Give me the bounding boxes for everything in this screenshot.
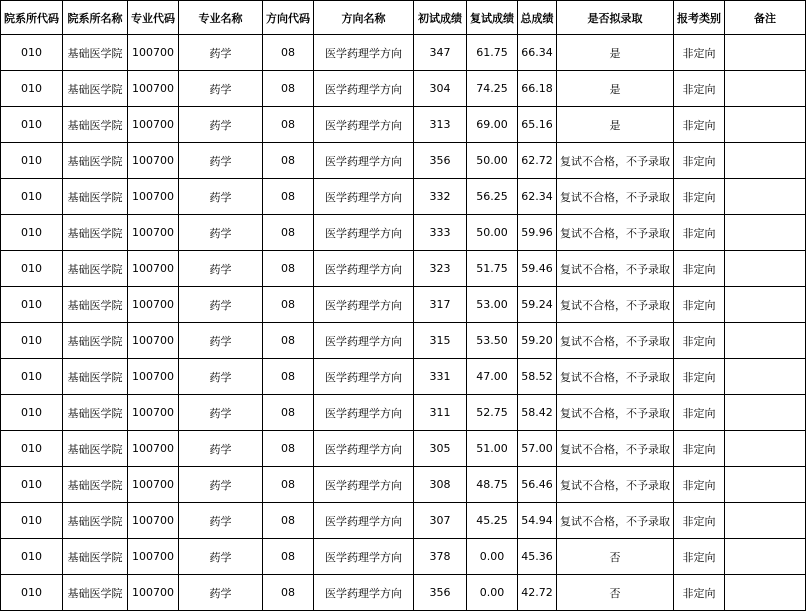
cell-retest-score: 48.75: [467, 467, 518, 503]
cell-remarks: [725, 107, 806, 143]
table-row: [1, 143, 806, 179]
header-major-name: 专业名称: [179, 1, 263, 35]
cell-dept-name: 基础医学院: [63, 251, 128, 287]
cell-direction-name: 医学药理学方向: [314, 503, 414, 539]
cell-apply-type: 非定向: [674, 431, 725, 467]
cell-direction-name: 医学药理学方向: [314, 107, 414, 143]
cell-initial-score: 332: [414, 179, 467, 215]
cell-dept-code: 010: [1, 107, 63, 143]
cell-retest-score: 45.25: [467, 503, 518, 539]
table-row: [1, 71, 806, 107]
cell-major-code: 100700: [128, 323, 179, 359]
cell-apply-type: 非定向: [674, 215, 725, 251]
cell-total-score: 65.16: [518, 107, 557, 143]
cell-major-code: 100700: [128, 575, 179, 611]
cell-retest-score: 51.00: [467, 431, 518, 467]
cell-direction-code: 08: [263, 71, 314, 107]
cell-remarks: [725, 395, 806, 431]
cell-major-code: 100700: [128, 503, 179, 539]
cell-major-code: 100700: [128, 359, 179, 395]
cell-remarks: [725, 251, 806, 287]
cell-major-code: 100700: [128, 71, 179, 107]
cell-initial-score: 305: [414, 431, 467, 467]
cell-initial-score: 378: [414, 539, 467, 575]
cell-total-score: 59.20: [518, 323, 557, 359]
cell-dept-name: 基础医学院: [63, 395, 128, 431]
cell-initial-score: 307: [414, 503, 467, 539]
table-row: [1, 503, 806, 539]
table-row: [1, 359, 806, 395]
cell-direction-code: 08: [263, 179, 314, 215]
cell-apply-type: 非定向: [674, 143, 725, 179]
cell-dept-code: 010: [1, 143, 63, 179]
table-header: [1, 1, 806, 35]
cell-direction-code: 08: [263, 539, 314, 575]
cell-remarks: [725, 431, 806, 467]
cell-total-score: 59.46: [518, 251, 557, 287]
cell-retest-score: 52.75: [467, 395, 518, 431]
cell-major-code: 100700: [128, 431, 179, 467]
cell-major-code: 100700: [128, 179, 179, 215]
cell-dept-name: 基础医学院: [63, 143, 128, 179]
table-row: [1, 251, 806, 287]
cell-admit-status: 否: [557, 575, 674, 611]
cell-direction-code: 08: [263, 431, 314, 467]
cell-direction-name: 医学药理学方向: [314, 395, 414, 431]
cell-total-score: 59.96: [518, 215, 557, 251]
cell-apply-type: 非定向: [674, 251, 725, 287]
cell-admit-status: 是: [557, 35, 674, 71]
cell-admit-status: 复试不合格，不予录取: [557, 143, 674, 179]
cell-direction-code: 08: [263, 395, 314, 431]
cell-dept-code: 010: [1, 215, 63, 251]
cell-direction-code: 08: [263, 107, 314, 143]
cell-direction-code: 08: [263, 287, 314, 323]
cell-retest-score: 51.75: [467, 251, 518, 287]
cell-initial-score: 323: [414, 251, 467, 287]
cell-major-code: 100700: [128, 287, 179, 323]
cell-remarks: [725, 143, 806, 179]
cell-retest-score: 50.00: [467, 215, 518, 251]
cell-remarks: [725, 359, 806, 395]
cell-retest-score: 61.75: [467, 35, 518, 71]
cell-direction-code: 08: [263, 503, 314, 539]
table-row: [1, 107, 806, 143]
cell-major-name: 药学: [179, 431, 263, 467]
cell-direction-code: 08: [263, 251, 314, 287]
cell-dept-code: 010: [1, 359, 63, 395]
cell-major-code: 100700: [128, 539, 179, 575]
cell-total-score: 58.52: [518, 359, 557, 395]
header-total-score: 总成绩: [518, 1, 557, 35]
table-row: [1, 287, 806, 323]
header-dept-name: 院系所名称: [63, 1, 128, 35]
cell-major-name: 药学: [179, 215, 263, 251]
header-retest-score: 复试成绩: [467, 1, 518, 35]
cell-remarks: [725, 323, 806, 359]
cell-major-code: 100700: [128, 251, 179, 287]
header-admit-status: 是否拟录取: [557, 1, 674, 35]
cell-major-name: 药学: [179, 107, 263, 143]
cell-admit-status: 复试不合格，不予录取: [557, 467, 674, 503]
cell-initial-score: 311: [414, 395, 467, 431]
cell-apply-type: 非定向: [674, 395, 725, 431]
cell-remarks: [725, 503, 806, 539]
cell-dept-code: 010: [1, 323, 63, 359]
cell-apply-type: 非定向: [674, 71, 725, 107]
cell-dept-name: 基础医学院: [63, 431, 128, 467]
cell-major-name: 药学: [179, 143, 263, 179]
cell-dept-code: 010: [1, 467, 63, 503]
cell-dept-name: 基础医学院: [63, 287, 128, 323]
cell-dept-code: 010: [1, 71, 63, 107]
cell-apply-type: 非定向: [674, 179, 725, 215]
cell-initial-score: 308: [414, 467, 467, 503]
cell-direction-name: 医学药理学方向: [314, 359, 414, 395]
cell-major-name: 药学: [179, 503, 263, 539]
header-remarks: 备注: [725, 1, 806, 35]
cell-remarks: [725, 215, 806, 251]
cell-major-name: 药学: [179, 323, 263, 359]
table-row: [1, 215, 806, 251]
cell-direction-name: 医学药理学方向: [314, 467, 414, 503]
cell-apply-type: 非定向: [674, 359, 725, 395]
table-body: [1, 35, 806, 611]
cell-dept-code: 010: [1, 503, 63, 539]
cell-direction-name: 医学药理学方向: [314, 575, 414, 611]
cell-direction-code: 08: [263, 143, 314, 179]
cell-direction-code: 08: [263, 215, 314, 251]
cell-retest-score: 56.25: [467, 179, 518, 215]
cell-major-name: 药学: [179, 575, 263, 611]
cell-apply-type: 非定向: [674, 575, 725, 611]
cell-total-score: 56.46: [518, 467, 557, 503]
cell-admit-status: 复试不合格，不予录取: [557, 431, 674, 467]
cell-major-name: 药学: [179, 467, 263, 503]
cell-retest-score: 53.50: [467, 323, 518, 359]
table-row: [1, 539, 806, 575]
cell-dept-code: 010: [1, 395, 63, 431]
cell-direction-name: 医学药理学方向: [314, 323, 414, 359]
cell-dept-name: 基础医学院: [63, 35, 128, 71]
cell-direction-code: 08: [263, 467, 314, 503]
cell-direction-name: 医学药理学方向: [314, 71, 414, 107]
cell-initial-score: 356: [414, 143, 467, 179]
cell-initial-score: 331: [414, 359, 467, 395]
cell-retest-score: 53.00: [467, 287, 518, 323]
cell-initial-score: 347: [414, 35, 467, 71]
cell-total-score: 66.18: [518, 71, 557, 107]
cell-apply-type: 非定向: [674, 503, 725, 539]
cell-direction-code: 08: [263, 575, 314, 611]
cell-major-name: 药学: [179, 287, 263, 323]
cell-dept-code: 010: [1, 251, 63, 287]
cell-dept-name: 基础医学院: [63, 323, 128, 359]
cell-remarks: [725, 179, 806, 215]
cell-initial-score: 304: [414, 71, 467, 107]
cell-initial-score: 315: [414, 323, 467, 359]
cell-admit-status: 复试不合格，不予录取: [557, 503, 674, 539]
cell-direction-code: 08: [263, 359, 314, 395]
cell-dept-name: 基础医学院: [63, 575, 128, 611]
cell-dept-name: 基础医学院: [63, 215, 128, 251]
cell-apply-type: 非定向: [674, 539, 725, 575]
table-row: [1, 575, 806, 611]
cell-total-score: 54.94: [518, 503, 557, 539]
header-direction-code: 方向代码: [263, 1, 314, 35]
cell-dept-name: 基础医学院: [63, 539, 128, 575]
cell-retest-score: 0.00: [467, 575, 518, 611]
cell-major-name: 药学: [179, 179, 263, 215]
cell-apply-type: 非定向: [674, 287, 725, 323]
cell-direction-code: 08: [263, 35, 314, 71]
cell-dept-name: 基础医学院: [63, 71, 128, 107]
cell-dept-code: 010: [1, 35, 63, 71]
cell-dept-code: 010: [1, 431, 63, 467]
cell-admit-status: 是: [557, 107, 674, 143]
cell-dept-code: 010: [1, 539, 63, 575]
cell-major-code: 100700: [128, 467, 179, 503]
header-major-code: 专业代码: [128, 1, 179, 35]
cell-total-score: 62.72: [518, 143, 557, 179]
cell-remarks: [725, 467, 806, 503]
cell-remarks: [725, 575, 806, 611]
cell-direction-name: 医学药理学方向: [314, 287, 414, 323]
cell-apply-type: 非定向: [674, 467, 725, 503]
cell-dept-name: 基础医学院: [63, 179, 128, 215]
cell-dept-code: 010: [1, 575, 63, 611]
cell-admit-status: 复试不合格，不予录取: [557, 395, 674, 431]
cell-dept-code: 010: [1, 287, 63, 323]
cell-initial-score: 333: [414, 215, 467, 251]
cell-total-score: 62.34: [518, 179, 557, 215]
cell-total-score: 66.34: [518, 35, 557, 71]
cell-admit-status: 复试不合格，不予录取: [557, 251, 674, 287]
cell-dept-name: 基础医学院: [63, 107, 128, 143]
cell-remarks: [725, 287, 806, 323]
header-direction-name: 方向名称: [314, 1, 414, 35]
cell-admit-status: 复试不合格，不予录取: [557, 215, 674, 251]
cell-retest-score: 47.00: [467, 359, 518, 395]
cell-initial-score: 356: [414, 575, 467, 611]
header-row: [1, 1, 806, 35]
cell-retest-score: 50.00: [467, 143, 518, 179]
cell-initial-score: 317: [414, 287, 467, 323]
cell-apply-type: 非定向: [674, 107, 725, 143]
table-row: [1, 395, 806, 431]
cell-admit-status: 复试不合格，不予录取: [557, 179, 674, 215]
cell-direction-name: 医学药理学方向: [314, 431, 414, 467]
cell-major-code: 100700: [128, 143, 179, 179]
cell-direction-name: 医学药理学方向: [314, 251, 414, 287]
cell-dept-name: 基础医学院: [63, 467, 128, 503]
table-row: [1, 467, 806, 503]
cell-major-code: 100700: [128, 215, 179, 251]
cell-direction-name: 医学药理学方向: [314, 215, 414, 251]
cell-total-score: 57.00: [518, 431, 557, 467]
cell-retest-score: 69.00: [467, 107, 518, 143]
cell-dept-name: 基础医学院: [63, 503, 128, 539]
cell-major-name: 药学: [179, 395, 263, 431]
cell-admit-status: 是: [557, 71, 674, 107]
cell-major-name: 药学: [179, 539, 263, 575]
table-row: [1, 431, 806, 467]
header-dept-code: 院系所代码: [1, 1, 63, 35]
cell-major-name: 药学: [179, 251, 263, 287]
cell-apply-type: 非定向: [674, 35, 725, 71]
cell-dept-name: 基础医学院: [63, 359, 128, 395]
cell-major-name: 药学: [179, 359, 263, 395]
table-row: [1, 35, 806, 71]
header-apply-type: 报考类别: [674, 1, 725, 35]
cell-total-score: 58.42: [518, 395, 557, 431]
cell-direction-code: 08: [263, 323, 314, 359]
cell-remarks: [725, 71, 806, 107]
cell-total-score: 59.24: [518, 287, 557, 323]
cell-remarks: [725, 35, 806, 71]
cell-major-name: 药学: [179, 35, 263, 71]
cell-admit-status: 否: [557, 539, 674, 575]
cell-total-score: 42.72: [518, 575, 557, 611]
cell-retest-score: 0.00: [467, 539, 518, 575]
cell-admit-status: 复试不合格，不予录取: [557, 287, 674, 323]
cell-direction-name: 医学药理学方向: [314, 179, 414, 215]
cell-dept-code: 010: [1, 179, 63, 215]
cell-initial-score: 313: [414, 107, 467, 143]
cell-retest-score: 74.25: [467, 71, 518, 107]
header-initial-score: 初试成绩: [414, 1, 467, 35]
cell-apply-type: 非定向: [674, 323, 725, 359]
cell-admit-status: 复试不合格，不予录取: [557, 323, 674, 359]
cell-remarks: [725, 539, 806, 575]
table-row: [1, 179, 806, 215]
cell-admit-status: 复试不合格，不予录取: [557, 359, 674, 395]
cell-direction-name: 医学药理学方向: [314, 35, 414, 71]
cell-major-code: 100700: [128, 107, 179, 143]
cell-direction-name: 医学药理学方向: [314, 143, 414, 179]
cell-major-code: 100700: [128, 395, 179, 431]
cell-major-name: 药学: [179, 71, 263, 107]
cell-total-score: 45.36: [518, 539, 557, 575]
cell-major-code: 100700: [128, 35, 179, 71]
table-row: [1, 323, 806, 359]
cell-direction-name: 医学药理学方向: [314, 539, 414, 575]
